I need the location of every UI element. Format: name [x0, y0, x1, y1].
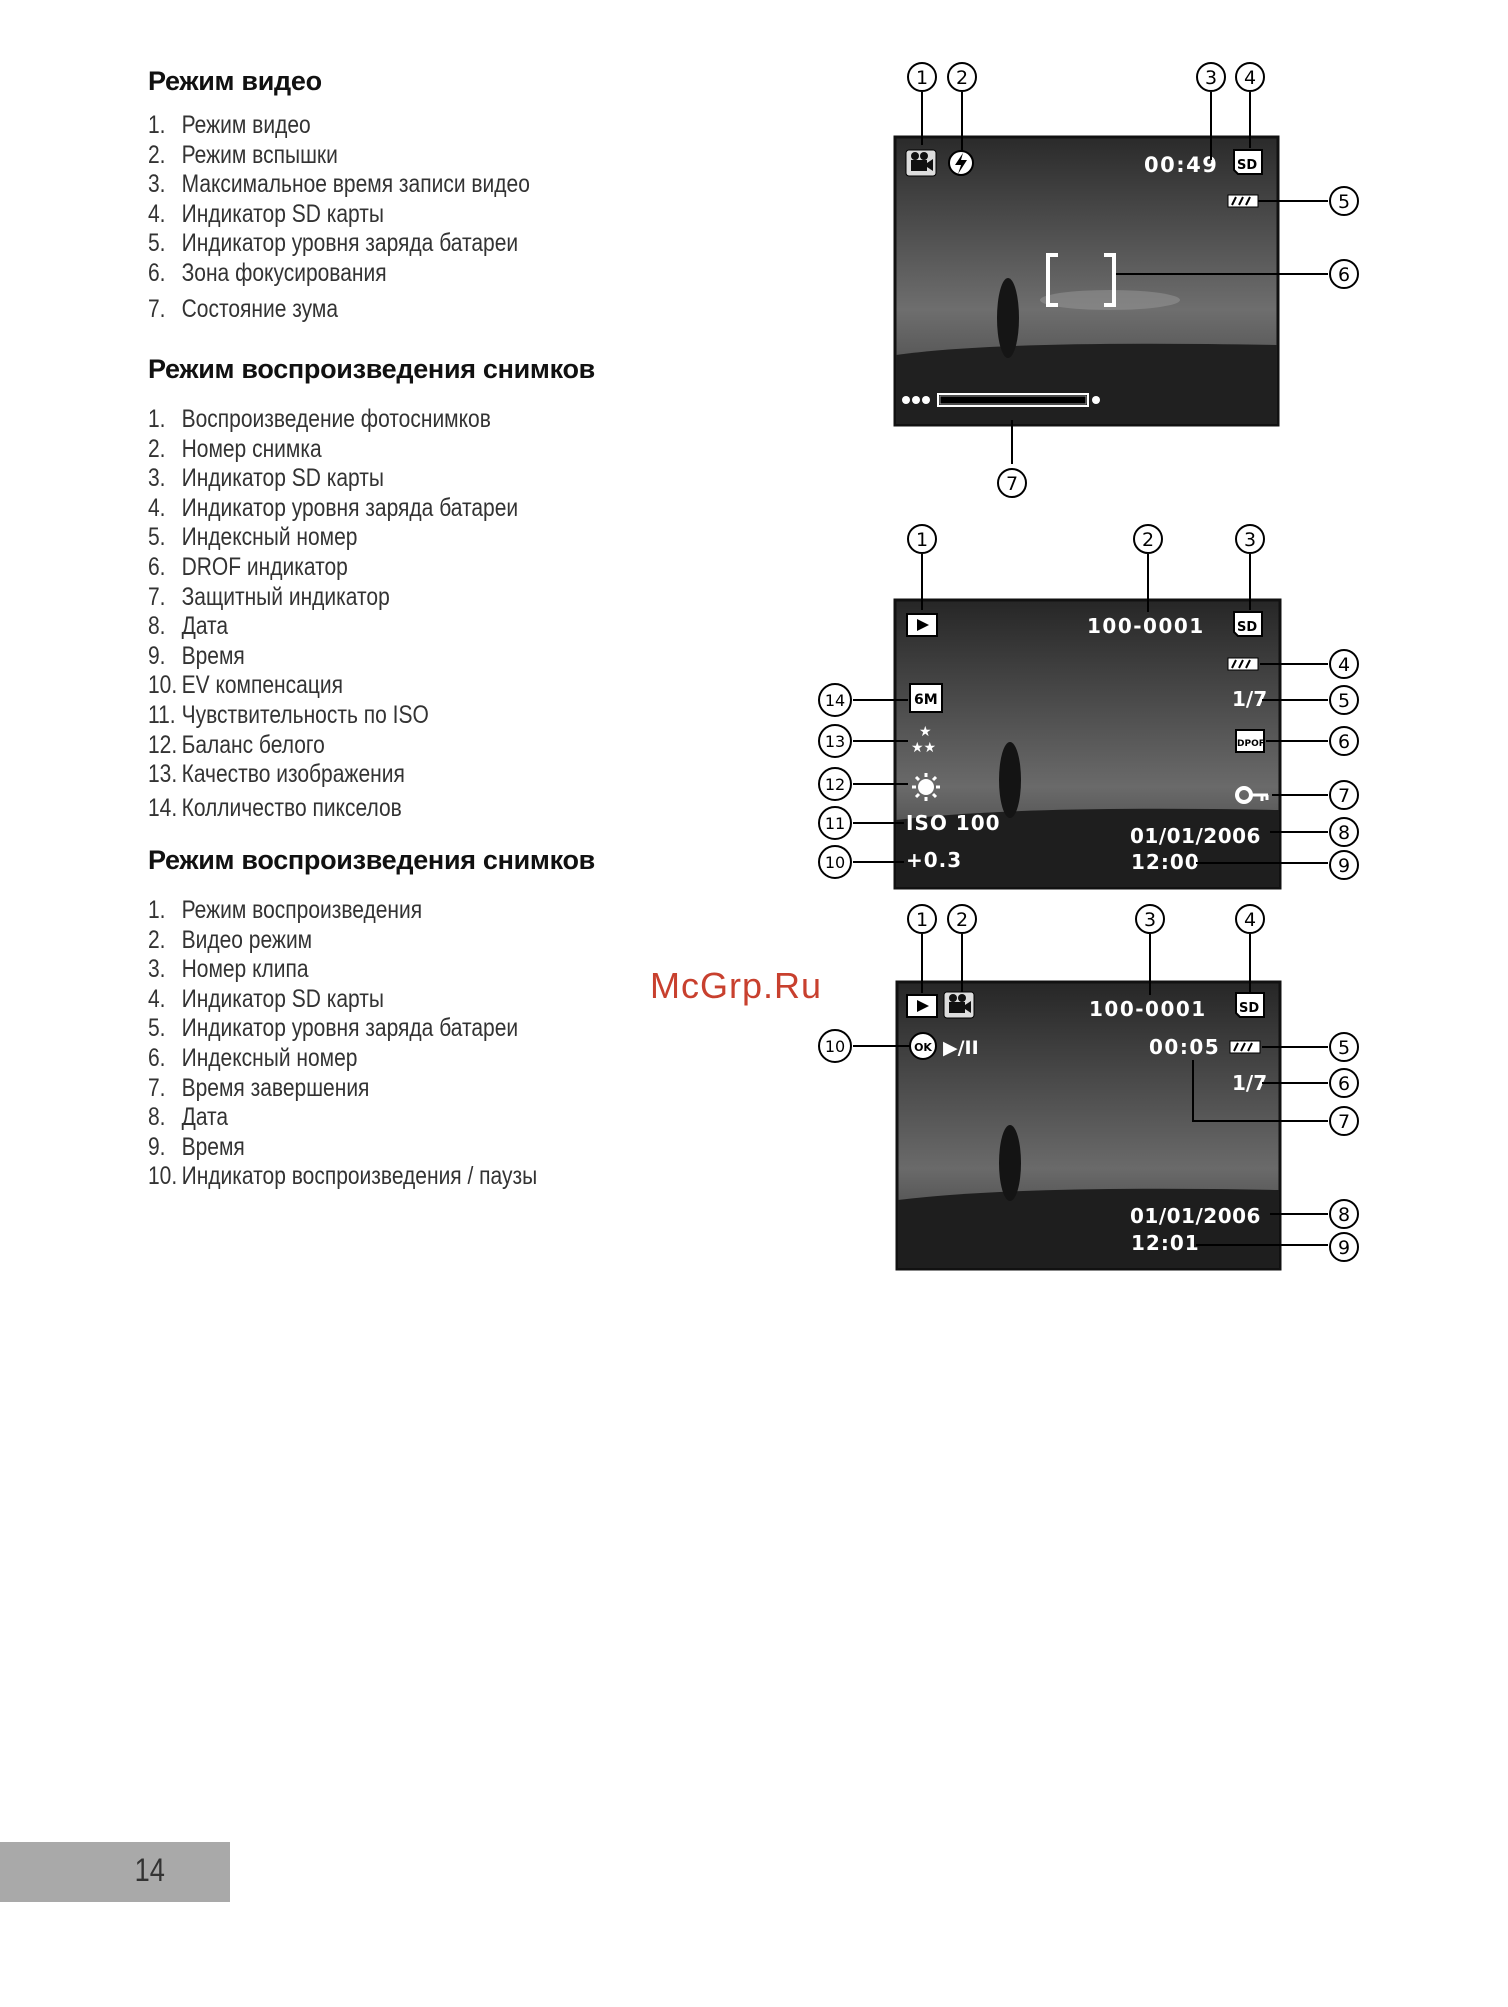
callout-11 — [819, 807, 851, 839]
record-time-label: 00:49 — [1144, 153, 1219, 177]
callout-3 — [1236, 525, 1264, 553]
list-item: 10. EV компенсация — [148, 671, 343, 700]
iso-label: ISO 100 — [906, 811, 1001, 835]
callout-5 — [1330, 1033, 1358, 1061]
list-item: 5. Индикатор уровня заряда батареи — [148, 229, 519, 258]
list-item: 1. Режим видео — [148, 111, 311, 139]
list-item: 8. Дата — [148, 612, 229, 641]
watermark: McGrp.Ru — [650, 965, 823, 1006]
svg-text:DPOF: DPOF — [1237, 739, 1265, 749]
legend-list — [148, 405, 595, 823]
svg-text:8: 8 — [1337, 1204, 1351, 1226]
list-item: 7. Время завершения — [148, 1073, 370, 1102]
callout-13 — [819, 725, 851, 757]
callout-14 — [819, 684, 851, 716]
callout-7 — [1330, 781, 1358, 809]
svg-text:3: 3 — [1143, 909, 1157, 931]
svg-text:SD: SD — [1239, 1001, 1260, 1016]
video-mode-screen-diagram — [800, 50, 1360, 510]
callout-10 — [819, 846, 851, 878]
video-mode-icon — [906, 150, 936, 176]
svg-text:1: 1 — [915, 67, 929, 89]
date-label: 01/01/2006 — [1130, 1204, 1261, 1228]
playback-icon — [907, 995, 937, 1017]
field — [898, 1189, 1279, 1268]
list-item: 5. Индикатор уровня заряда батареи — [148, 1014, 519, 1043]
tree — [997, 278, 1019, 358]
list-item: 11. Чувствительность по ISO — [148, 700, 429, 729]
svg-text:6: 6 — [1337, 264, 1351, 286]
svg-text:5: 5 — [1337, 191, 1351, 213]
clip-number-label: 100-0001 — [1089, 997, 1207, 1021]
callout-8 — [1330, 818, 1358, 846]
svg-text:5: 5 — [1337, 1037, 1351, 1059]
list-item: 2. Режим вспышки — [148, 140, 338, 169]
callout-9 — [1330, 1233, 1358, 1261]
callout-1 — [908, 63, 936, 91]
svg-text:2: 2 — [955, 67, 969, 89]
tree — [999, 742, 1021, 818]
svg-text:2: 2 — [1141, 529, 1155, 551]
section-video-playback — [148, 845, 611, 1192]
svg-text:10: 10 — [824, 853, 846, 872]
time-label: 12:01 — [1131, 1231, 1200, 1255]
video-playback-screen-diagram — [800, 895, 1360, 1275]
page-number: 14 — [134, 1852, 165, 1888]
svg-text:4: 4 — [1337, 654, 1351, 676]
callout-6 — [1330, 260, 1358, 288]
list-item: 12. Баланс белого — [148, 730, 325, 759]
section-video-mode — [148, 66, 603, 324]
callout-1 — [908, 905, 936, 933]
flash-off-icon — [949, 151, 973, 175]
svg-text:9: 9 — [1337, 1237, 1351, 1259]
svg-text:2: 2 — [955, 909, 969, 931]
list-item: 8. Дата — [148, 1103, 229, 1132]
section-photo-playback — [148, 354, 595, 823]
file-number-label: 100-0001 — [1087, 614, 1205, 638]
list-item: 2. Видео режим — [148, 925, 313, 954]
svg-text:3: 3 — [1204, 67, 1218, 89]
list-item: 3. Индикатор SD карты — [148, 464, 384, 493]
callout-9 — [1330, 851, 1358, 879]
callout-4 — [1330, 650, 1358, 678]
callout-2 — [948, 63, 976, 91]
list-item: 6. Индексный номер — [148, 1043, 358, 1072]
list-item: 13. Качество изображения — [148, 760, 405, 789]
photo-playback-screen-diagram — [800, 515, 1360, 895]
pixel-count-icon — [910, 684, 942, 712]
list-item: 1. Режим воспроизведения — [148, 896, 423, 924]
sd-card-icon — [1234, 612, 1262, 636]
index-number-label: 1/7 — [1232, 1071, 1268, 1095]
list-item: 6. Зона фокусирования — [148, 258, 387, 287]
field — [896, 344, 1277, 424]
svg-text:4: 4 — [1243, 67, 1257, 89]
svg-text:★★: ★★ — [911, 740, 937, 756]
battery-icon — [1230, 1041, 1260, 1053]
list-item: 7. Защитный индикатор — [148, 582, 390, 611]
dpof-icon — [1236, 730, 1265, 752]
list-item: 1. Воспроизведение фотоснимков — [148, 405, 491, 433]
svg-text:1: 1 — [915, 909, 929, 931]
svg-text:3: 3 — [1243, 529, 1257, 551]
section-heading: Режим воспроизведения снимков — [148, 354, 595, 384]
callout-3 — [1197, 63, 1225, 91]
svg-text:11: 11 — [824, 814, 846, 833]
list-item: 4. Индикатор уровня заряда батареи — [148, 493, 519, 522]
svg-text:4: 4 — [1243, 909, 1257, 931]
svg-text:9: 9 — [1337, 855, 1351, 877]
section-heading: Режим воспроизведения снимков — [148, 845, 595, 875]
legend-list — [148, 111, 603, 324]
list-item: 6. DROF индикатор — [148, 552, 348, 581]
video-mode-icon — [944, 992, 974, 1018]
svg-text:1: 1 — [915, 529, 929, 551]
page-number-tab — [0, 1842, 230, 1902]
svg-text:8: 8 — [1337, 822, 1351, 844]
callout-8 — [1330, 1200, 1358, 1228]
playback-icon — [907, 614, 937, 636]
time-label: 12:00 — [1131, 850, 1200, 874]
svg-text:★: ★ — [919, 724, 932, 740]
callout-12 — [819, 768, 851, 800]
svg-text:10: 10 — [824, 1037, 846, 1056]
tree — [999, 1125, 1021, 1201]
svg-text:6: 6 — [1337, 731, 1351, 753]
svg-text:7: 7 — [1005, 473, 1019, 495]
svg-text:5: 5 — [1337, 690, 1351, 712]
end-time-label: 00:05 — [1149, 1035, 1221, 1059]
list-item: 14. Колличество пикселов — [148, 793, 402, 822]
svg-text:6: 6 — [1337, 1073, 1351, 1095]
battery-icon — [1228, 195, 1258, 207]
list-item: 9. Время — [148, 641, 245, 670]
list-item: 3. Максимальное время записи видео — [148, 170, 530, 199]
svg-text:13: 13 — [824, 732, 846, 751]
list-item: 10. Индикатор воспроизведения / паузы — [148, 1162, 538, 1191]
index-number-label: 1/7 — [1232, 687, 1268, 711]
sd-card-icon — [1236, 993, 1264, 1017]
svg-text:SD: SD — [1237, 620, 1258, 635]
callout-7 — [998, 469, 1026, 497]
svg-text:14: 14 — [824, 691, 846, 710]
svg-text:6M: 6M — [914, 692, 938, 708]
list-item: 4. Индикатор SD карты — [148, 199, 384, 228]
list-item: 2. Номер снимка — [148, 434, 322, 463]
callout-3 — [1136, 905, 1164, 933]
list-item: 3. Номер клипа — [148, 955, 309, 984]
callout-5 — [1330, 686, 1358, 714]
list-item: 4. Индикатор SD карты — [148, 984, 384, 1013]
ev-label: +0.3 — [906, 848, 963, 872]
play-pause-label: ▶/II — [943, 1037, 979, 1059]
callout-6 — [1330, 1069, 1358, 1097]
list-item: 7. Состояние зума — [148, 294, 338, 323]
svg-text:12: 12 — [824, 775, 846, 794]
legend-list — [148, 896, 611, 1192]
svg-text:7: 7 — [1337, 785, 1351, 807]
list-item: 9. Время — [148, 1132, 245, 1161]
callout-4 — [1236, 63, 1264, 91]
svg-text:SD: SD — [1237, 158, 1258, 173]
callout-1 — [908, 525, 936, 553]
callout-2 — [1134, 525, 1162, 553]
ok-button-icon — [910, 1033, 936, 1059]
svg-text:OK: OK — [914, 1041, 932, 1054]
callout-10 — [819, 1030, 851, 1062]
callout-4 — [1236, 905, 1264, 933]
svg-text:7: 7 — [1337, 1111, 1351, 1133]
list-item: 5. Индексный номер — [148, 523, 358, 552]
callout-5 — [1330, 187, 1358, 215]
sd-card-icon — [1234, 150, 1262, 174]
callout-7 — [1330, 1107, 1358, 1135]
date-label: 01/01/2006 — [1130, 824, 1261, 848]
section-heading: Режим видео — [148, 66, 322, 96]
callout-2 — [948, 905, 976, 933]
callout-6 — [1330, 727, 1358, 755]
battery-icon — [1228, 658, 1258, 670]
